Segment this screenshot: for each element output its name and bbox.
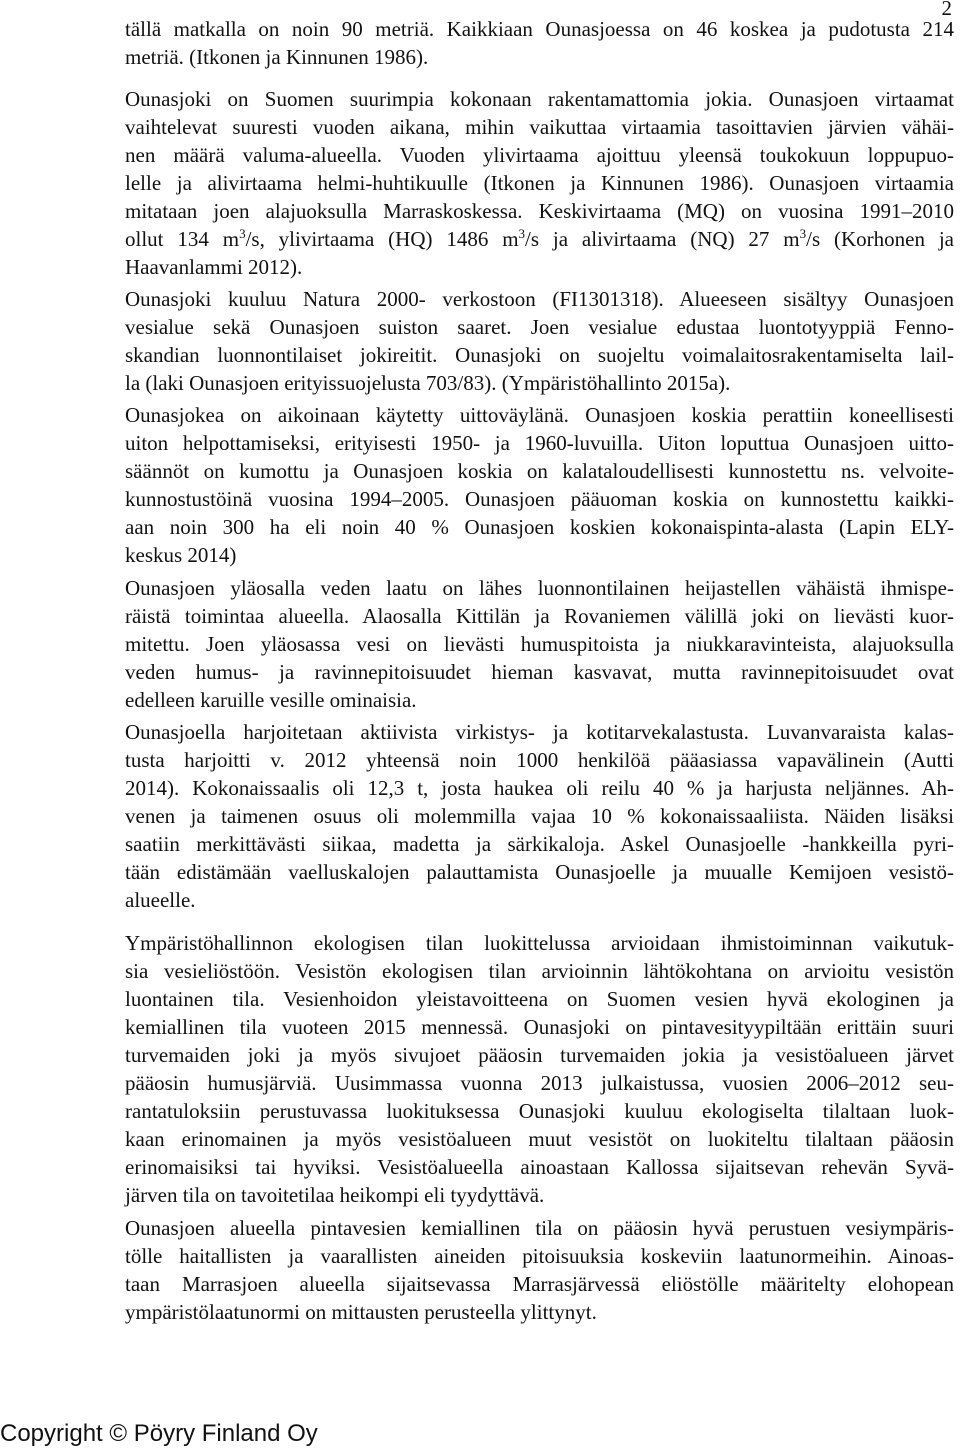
text-line: mitataan joen alajuoksulla Marraskoskessa. Keskivirtaama (MQ) on vuosina 1991–2010 (125, 199, 954, 223)
text-line: Ounasjoen alueella pintavesien kemiallinen tila on pääosin hyvä perustuen vesiympäris- (125, 1216, 954, 1240)
text-line: la (laki Ounasjoen erityissuojelusta 703/83). (Ympäristöhallinto 2015a). (125, 371, 731, 395)
text-line: luontainen tila. Vesienhoidon yleistavoitteena on Suomen vesien hyvä ekologinen ja (125, 987, 954, 1011)
text-line: vesialue sekä Ounasjoen suiston saaret. Joen vesialue edustaa luontotyyppiä Fenno- (125, 315, 954, 339)
text-line: Ounasjoella harjoitetaan aktiivista virkistys- ja kotitarvekalastusta. Luvanvaraista kalas- (125, 720, 954, 744)
text-line: Ounasjokea on aikoinaan käytetty uittoväylänä. Ounasjoen koskia perattiin koneellisesti (125, 403, 954, 427)
text-line: tään edistämään vaelluskalojen palauttamista Ounasjoelle ja muualle Kemijoen vesistö- (125, 860, 954, 884)
text-line: Ounasjoen yläosalla veden laatu on lähes luonnontilainen heijastellen vähäistä ihmispe- (125, 576, 954, 600)
text-line: keskus 2014) (125, 543, 237, 567)
text-line: ympäristölaatunormi on mittausten perusteella ylittynyt. (125, 1300, 597, 1324)
text-line: Ounasjoki kuuluu Natura 2000- verkostoon (FI1301318). Alueeseen sisältyy Ounasjoen (125, 287, 954, 311)
text-fragment: /s ja alivirtaama (NQ) 27 m (525, 227, 800, 251)
text-line: aan noin 300 ha eli noin 40 % Ounasjoen koskien kokonaispinta-alasta (Lapin ELY- (125, 515, 954, 539)
superscript: 3 (799, 226, 807, 241)
text-line: lelle ja alivirtaama helmi-huhtikuulle (Itkonen ja Kinnunen 1986). Ounasjoen virtaamia (125, 171, 954, 195)
text-line: sia vesieliöstöön. Vesistön ekologisen tilan arvioinnin lähtökohtana on arvioitu vesistön (125, 959, 954, 983)
text-fragment: /s (Korhonen ja (806, 227, 954, 251)
text-line: Ympäristöhallinnon ekologisen tilan luokittelussa arvioidaan ihmistoiminnan vaikutuk- (125, 931, 954, 955)
text-line: skandian luonnontilaiset jokireitit. Ounasjoki on suojeltu voimalaitosrakentamiselta lail- (125, 343, 954, 367)
text-line: nen määrä valuma-alueella. Vuoden ylivirtaama ajoittuu yleensä toukokuun loppupuo- (125, 143, 954, 167)
text-fragment: /s, ylivirtaama (HQ) 1486 m (245, 227, 519, 251)
text-line: kemiallinen tila vuoteen 2015 mennessä. Ounasjoki on pintavesityypiltään erittäin suuri (125, 1015, 954, 1039)
superscript: 3 (239, 226, 246, 241)
text-line: uiton helpottamiseksi, erityisesti 1950- ja 1960-luvuilla. Uiton loputtua Ounasjoen uitto- (125, 431, 954, 455)
text-line: mitettu. Joen yläosassa vesi on lievästi humuspitoista ja niukkaravinteista, alajuoksulla (125, 632, 954, 656)
text-line: räistä toimintaa alueella. Alaosalla Kittilän ja Rovaniemen välillä joki on lievästi kuor- (125, 604, 954, 628)
text-line: tölle haitallisten ja vaarallisten aineiden pitoisuuksia koskeviin laatunormeihin. Ainoas- (125, 1244, 954, 1268)
text-line: säännöt on kumottu ja Ounasjoen koskia on kalataloudellisesti kunnostettu ns. velvoite- (125, 459, 954, 483)
text-line: kaan erinomainen ja myös vesistöalueen muut vesistöt on luokiteltu tilaltaan pääosin (125, 1127, 954, 1151)
text-line: edelleen karuille vesille ominaisia. (125, 688, 417, 712)
copyright-footer: Copyright © Pöyry Finland Oy (0, 1420, 318, 1447)
text-line: alueelle. (125, 888, 196, 912)
text-line: järven tila on tavoitetilaa heikompi eli tyydyttävä. (125, 1183, 545, 1207)
text-line: erinomaisiksi tai hyviksi. Vesistöalueella ainoastaan Kallossa sijaitsevan rehevän Syvä- (125, 1155, 954, 1179)
text-line-with-units (125, 225, 954, 253)
text-line: pääosin humusjärviä. Uusimmassa vuonna 2013 julkaistussa, vuosien 2006–2012 seu- (125, 1071, 954, 1095)
text-line: vaihtelevat suuresti vuoden aikana, mihin vaikuttaa virtaamia tasoittavien järvien vähäi- (125, 115, 954, 139)
text-line: saatiin merkittävästi siikaa, madetta ja särkikaloja. Askel Ounasjoelle -hankkeilla pyri- (125, 832, 954, 856)
text-line: tällä matkalla on noin 90 metriä. Kaikkiaan Ounasjoessa on 46 koskea ja pudotusta 214 (125, 17, 954, 41)
text-line: venen ja taimenen osuus oli molemmilla vajaa 10 % kokonaissaaliista. Näiden lisäksi (125, 804, 954, 828)
text-line: rantatuloksiin perustuvassa luokituksessa Ounasjoki kuuluu ekologiselta tilaltaan luok- (125, 1099, 954, 1123)
text-line: 2014). Kokonaissaalis oli 12,3 t, josta haukea oli reilu 40 % ja harjusta neljännes. Ah- (125, 776, 954, 800)
text-line: Haavanlammi 2012). (125, 255, 303, 279)
page-number: 2 (941, 0, 952, 20)
superscript: 3 (518, 226, 526, 241)
text-line: kunnostustöinä vuosina 1994–2005. Ounasjoen pääuoman koskia on kunnostettu kaikki- (125, 487, 954, 511)
text-line: metriä. (Itkonen ja Kinnunen 1986). (125, 45, 429, 69)
text-line: taan Marrasjoen alueella sijaitsevassa Marrasjärvessä eliöstölle määritelty elohopean (125, 1272, 954, 1296)
text-fragment: ollut 134 m (125, 227, 240, 251)
text-line: tusta harjoitti v. 2012 yhteensä noin 1000 henkilöä pääasiassa vapavälinein (Autti (125, 748, 954, 772)
text-line: Ounasjoki on Suomen suurimpia kokonaan rakentamattomia jokia. Ounasjoen virtaamat (125, 87, 954, 111)
text-line: turvemaiden joki ja myös sivujoet pääosin turvemaiden jokia ja vesistöalueen järvet (125, 1043, 954, 1067)
text-line: veden humus- ja ravinnepitoisuudet hieman kasvavat, mutta ravinnepitoisuudet ovat (125, 660, 954, 684)
